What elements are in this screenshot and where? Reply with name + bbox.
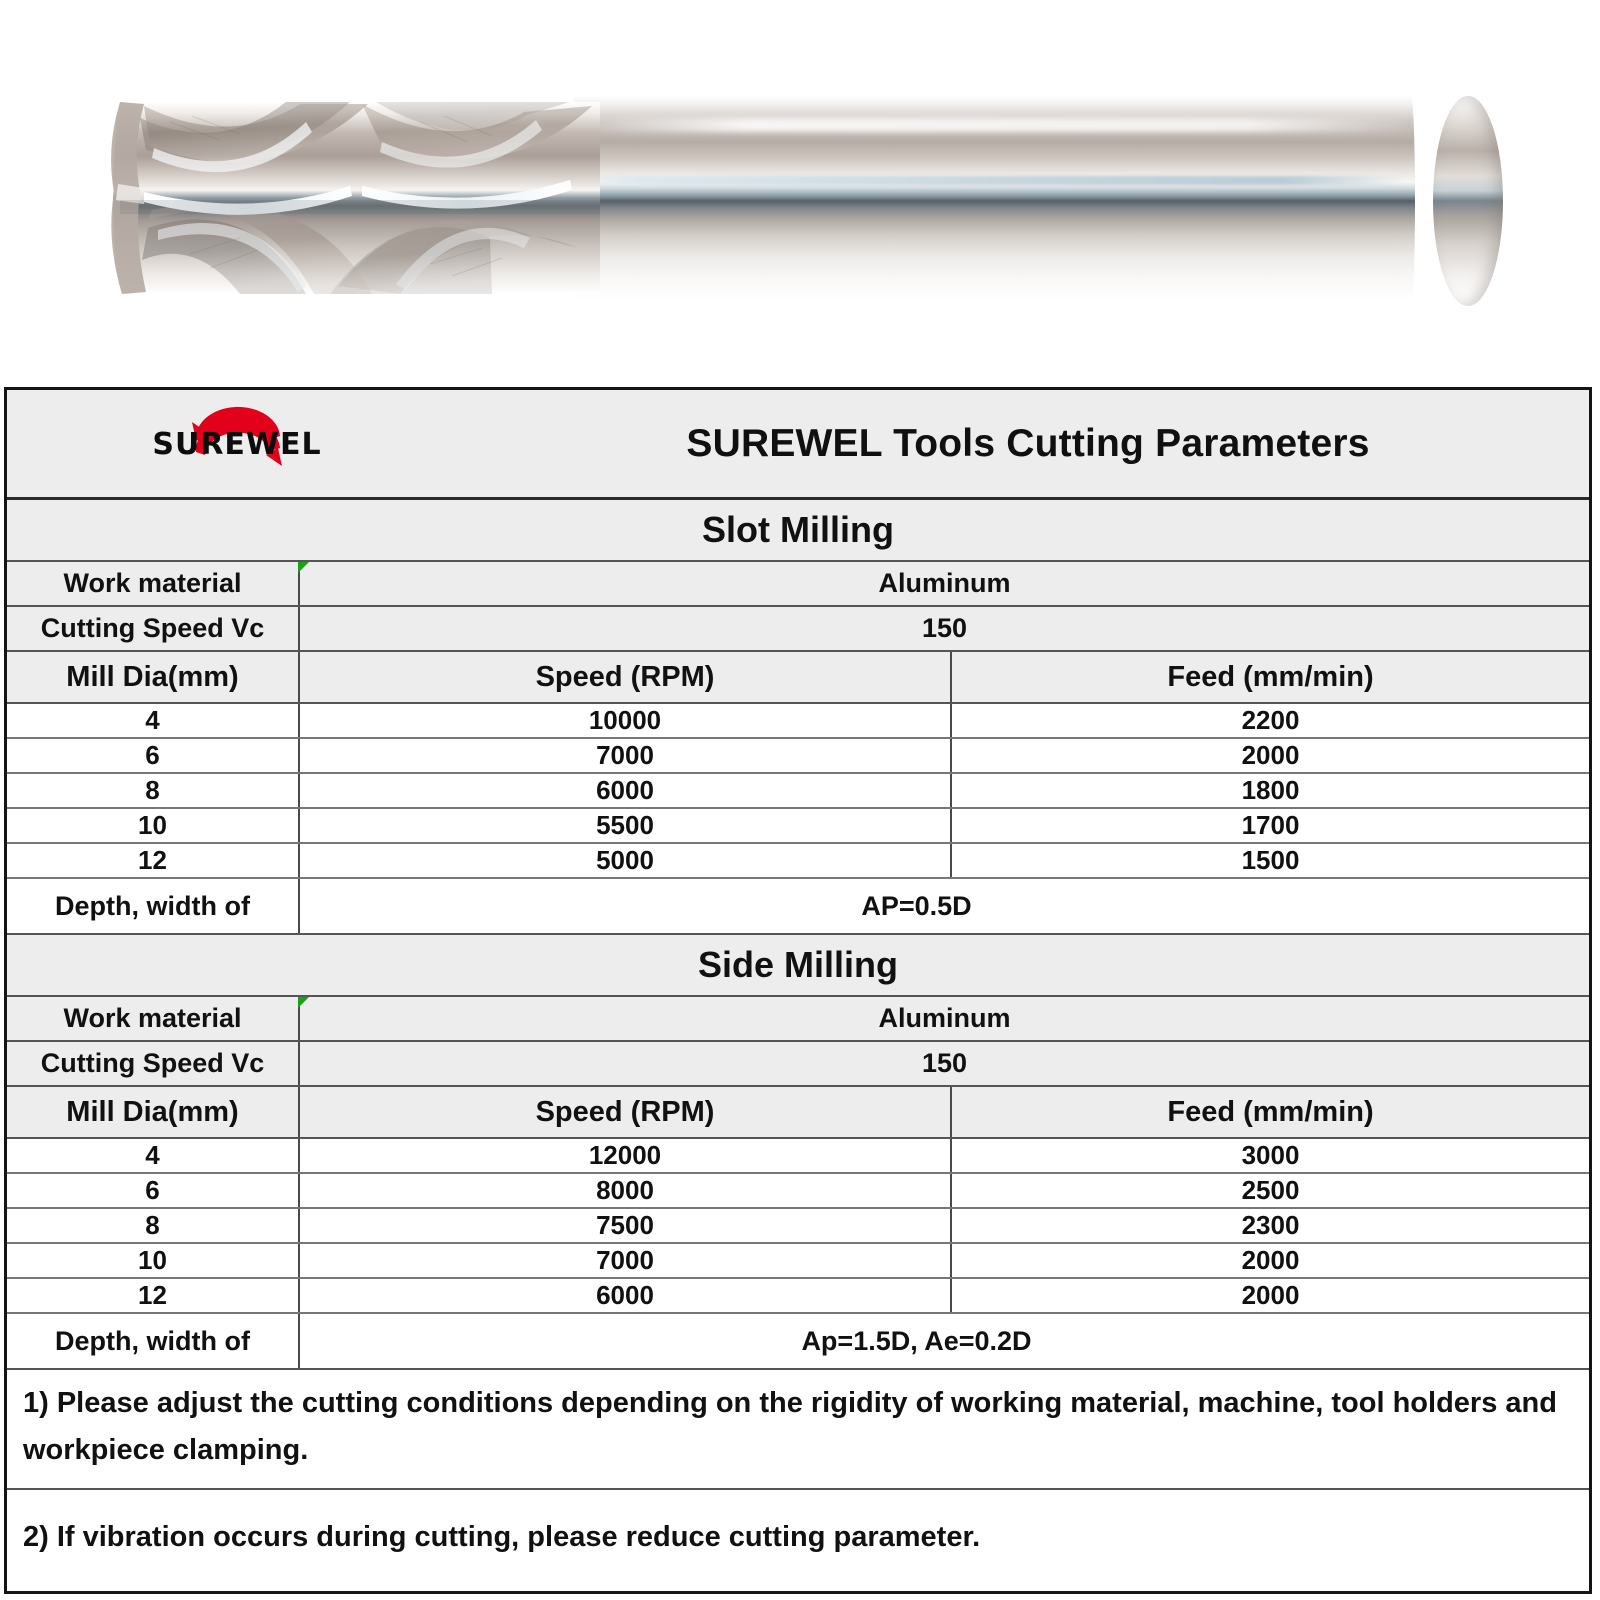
cutting-speed-row-slot: [7, 607, 1589, 652]
cell-speed: 5500: [298, 809, 950, 842]
document-title: SUREWEL Tools Cutting Parameters: [686, 421, 1370, 465]
table-row: [7, 1139, 1589, 1174]
cell-mill-dia: 10: [138, 810, 167, 840]
table-row: [7, 1279, 1589, 1314]
shank-center-highlight: [580, 176, 1410, 185]
table-row: [7, 1174, 1589, 1209]
column-header-speed-slot: Speed (RPM): [298, 652, 950, 702]
work-material-value-slot: Aluminum: [298, 562, 1589, 605]
cell-mill-dia: 12: [138, 845, 167, 875]
column-header-mill-dia-side: Mill Dia(mm): [66, 1095, 239, 1128]
cutting-parameters-table: [4, 387, 1592, 1594]
section-title-slot: Slot Milling: [702, 509, 894, 550]
column-header-row-side: [7, 1087, 1589, 1139]
cell-speed: 7500: [298, 1209, 950, 1242]
cutting-speed-label-slot: Cutting Speed Vc: [40, 613, 265, 643]
table-row: [7, 809, 1589, 844]
cutting-speed-row-side: [7, 1042, 1589, 1087]
comment-marker-icon: [298, 997, 309, 1008]
cell-mill-dia: 10: [138, 1245, 167, 1275]
endmill-image: [100, 88, 1485, 308]
table-row: [7, 739, 1589, 774]
shank-top-highlight: [580, 118, 1410, 132]
product-photo: [0, 0, 1600, 385]
cell-speed: 7000: [298, 739, 950, 772]
surewel-logo: [148, 396, 326, 492]
cell-feed: 2000: [950, 1279, 1589, 1312]
cell-speed: 6000: [298, 1279, 950, 1312]
column-header-speed-side: Speed (RPM): [298, 1087, 950, 1137]
depth-row-slot: [7, 879, 1589, 935]
cell-feed: 2500: [950, 1174, 1589, 1207]
cell-speed: 10000: [298, 704, 950, 737]
cell-feed: 2300: [950, 1209, 1589, 1242]
logo-wordmark: SUREWEL: [152, 426, 322, 462]
cell-speed: 8000: [298, 1174, 950, 1207]
depth-label-side: Depth, width of: [55, 1325, 250, 1356]
note-2: 2) If vibration occurs during cutting, please reduce cutting parameter.: [7, 1490, 1589, 1591]
section-title-row-side: [7, 935, 1589, 997]
depth-label-slot: Depth, width of: [55, 890, 250, 921]
cell-mill-dia: 6: [145, 1175, 160, 1205]
cell-feed: 2000: [950, 1244, 1589, 1277]
cell-mill-dia: 4: [145, 1140, 160, 1170]
depth-row-side: [7, 1314, 1589, 1370]
cell-feed: 1700: [950, 809, 1589, 842]
depth-value-slot: AP=0.5D: [298, 879, 1589, 933]
cell-feed: 3000: [950, 1139, 1589, 1172]
work-material-row-slot: [7, 562, 1589, 607]
work-material-row-side: [7, 997, 1589, 1042]
cutting-speed-value-side: 150: [298, 1042, 1589, 1085]
work-material-label-side: Work material: [63, 1003, 242, 1033]
cell-mill-dia: 8: [145, 1210, 160, 1240]
column-header-feed-side: Feed (mm/min): [950, 1087, 1589, 1137]
depth-value-side: Ap=1.5D, Ae=0.2D: [298, 1314, 1589, 1368]
cutting-speed-value-slot: 150: [298, 607, 1589, 650]
cell-feed: 1500: [950, 844, 1589, 877]
cell-speed: 5000: [298, 844, 950, 877]
cell-speed: 6000: [298, 774, 950, 807]
cutting-speed-label-side: Cutting Speed Vc: [40, 1048, 265, 1078]
cell-feed: 2000: [950, 739, 1589, 772]
section-title-side: Side Milling: [697, 944, 898, 985]
cell-mill-dia: 4: [145, 705, 160, 735]
table-row: [7, 1244, 1589, 1279]
column-header-feed-slot: Feed (mm/min): [950, 652, 1589, 702]
cell-feed: 1800: [950, 774, 1589, 807]
cell-feed: 2200: [950, 704, 1589, 737]
table-row: [7, 704, 1589, 739]
work-material-label-slot: Work material: [63, 568, 242, 598]
work-material-value-side: Aluminum: [298, 997, 1589, 1040]
column-header-mill-dia-slot: Mill Dia(mm): [66, 660, 239, 693]
cell-speed: 7000: [298, 1244, 950, 1277]
table-header-row: [7, 390, 1589, 500]
table-row: [7, 774, 1589, 809]
table-row: [7, 844, 1589, 879]
cell-mill-dia: 12: [138, 1280, 167, 1310]
comment-marker-icon: [298, 562, 309, 573]
section-title-row-slot: [7, 500, 1589, 562]
cell-speed: 12000: [298, 1139, 950, 1172]
note-1: 1) Please adjust the cutting conditions depending on the rigidity of working material, machine, tool holders and workpiece clamping.: [7, 1370, 1589, 1490]
column-header-row-slot: [7, 652, 1589, 704]
brand-logo-cell: [7, 390, 467, 497]
endmill-flutes: [100, 88, 610, 306]
table-row: [7, 1209, 1589, 1244]
endmill-shank-end-cap: [1433, 96, 1503, 306]
cell-mill-dia: 8: [145, 775, 160, 805]
cell-mill-dia: 6: [145, 740, 160, 770]
